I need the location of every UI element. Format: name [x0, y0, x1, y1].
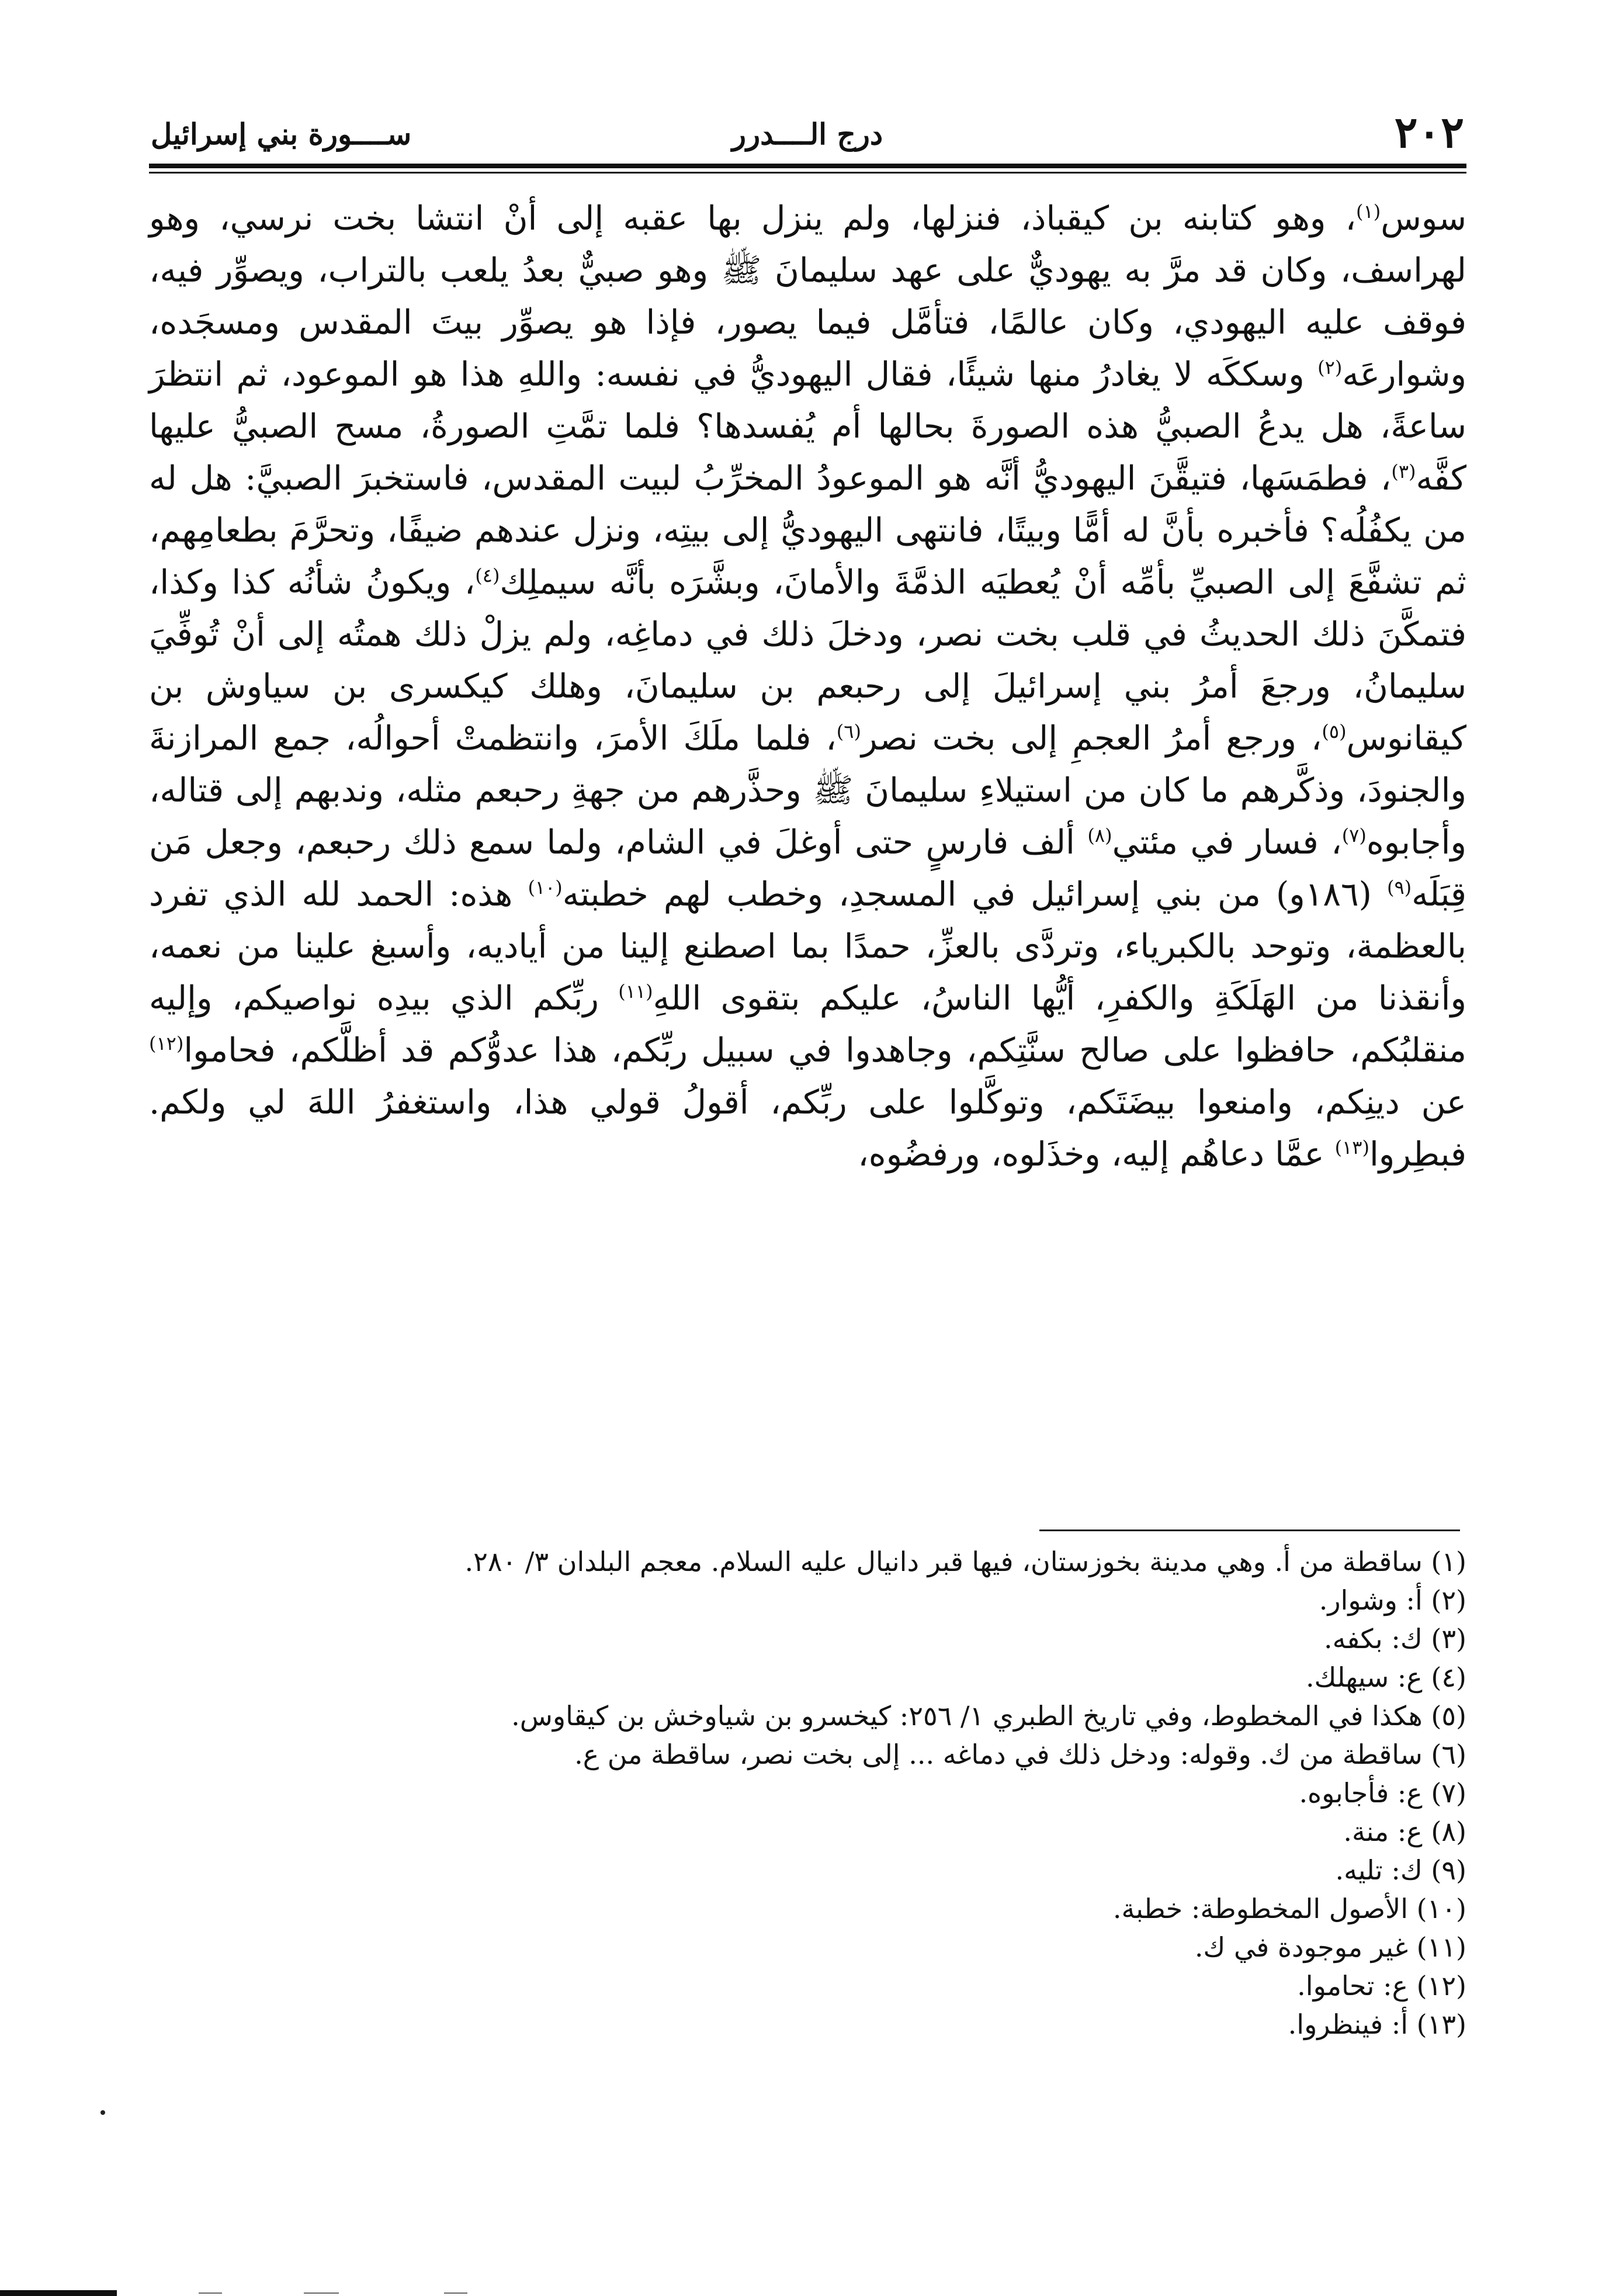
footnote-11: (١١) غير موجودة في ك. [1194, 1931, 1466, 1963]
text-run: عمَّا دعاهُم إليه، وخذَلوه، ورفضُوه، [858, 1135, 1335, 1174]
text-run: ، فلما ملَكَ الأمرَ، وانتظمتْ أحوالُه، جمع المرازنةَ والجنودَ، وذكَّرهم ما كان من استيلاءِ سليمانَ ﷺ وحذَّرهم من جهةِ رحبعم مثله، وندبهم إلى قتاله، وأجابوه [149, 719, 1466, 862]
text-run: وسككَه لا يغادرُ منها شيئًا، فقال اليهوديُّ في نفسه: واللهِ هذا هو الموعود، ثم انتظرَ ساعةً، هل يدعُ الصبيُّ هذه الصورةَ بحالها أم يُفسدها؟ فلما تمَّتِ الصورةُ، مسح الصبيُّ عليها كفَّه [149, 355, 1467, 498]
footnote-4: (٤) ع: سيهلك. [1305, 1662, 1466, 1693]
surah-title: ســــورة بني إسرائيل [151, 117, 412, 151]
header-rule-thin [149, 172, 1466, 174]
footnote-separator [1039, 1529, 1460, 1531]
footnote-ref: (١٢) [149, 1032, 184, 1055]
footnote-3: (٣) ك: بكفه. [1323, 1623, 1466, 1655]
text-run: ربِّكم الذي بيدِه نواصيكم، وإليه منقلبُكم، حافظوا على صالح سنَّتِكم، وجاهدوا في سبيل ربِّكم، هذا عدوُّكم قد أظلَّكم، فحاموا [149, 979, 1466, 1070]
footnote-ref: (١١) [618, 980, 653, 1003]
text-run: ، فطمَسَها، فتيقَّنَ اليهوديُّ أنَّه هو الموعودُ المخرِّبُ لبيت المقدس، فاستخبرَ الصبيَّ: هل له من يكفُلُه؟ فأخبره بأنَّ له أمًّا وبيتًا، فانتهى اليهوديُّ إلى بيتِه، ونزل عندهم ضيفًا، وتحرَّمَ بطعامِهم، ثم تشفَّعَ إلى الصبيِّ بأمِّه أنْ يُعطيَه الذمَّةَ والأمانَ، وبشَّرَه بأنَّه سيملِك [149, 459, 1466, 602]
footnote-ref: (١٠) [528, 876, 563, 899]
text-run: عن دينِكم، وامنعوا بيضَتَكم، وتوكَّلوا على ربِّكم، أقولُ قولي هذا، واستغفرُ اللهَ لي ولكم. فبطِروا [149, 1083, 1466, 1174]
header-rule-thick [149, 164, 1466, 168]
text-run: ، وهو كتابنه بن كيقباذ، فنزلها، ولم ينزل بها عقبه إلى أنْ انتشا بخت نرسي، وهو لهراسف، وكان قد مرَّ به يهوديٌّ على عهد سليمانَ ﷺ وهو صبيٌّ بعدُ يلعب بالتراب، ويصوِّر فيه، فوقف عليه اليهودي، وكان عالمًا، فتأمَّل فيما يصور، فإذا هو يصوِّر بيتَ المقدس ومسجَده، وشوارعَه [149, 199, 1466, 394]
footnote-ref: (٣) [1391, 460, 1416, 483]
footnote-7: (٧) ع: فأجابوه. [1299, 1777, 1466, 1809]
footnote-ref: (٢) [1317, 356, 1343, 379]
footnote-6: (٦) ساقطة من ك. وقوله: ودخل ذلك في دماغه ... إلى بخت نصر، ساقطة من ع. [574, 1739, 1466, 1770]
page-header [151, 106, 1464, 159]
text-run: ، ورجع أمرُ العجمِ إلى بخت نصر [861, 719, 1322, 758]
footnote-13: (١٣) أ: فينظروا. [1288, 2009, 1466, 2040]
main-paragraph [149, 193, 1466, 1181]
text-run: هذه: الحمد لله الذي تفرد بالعظمة، وتوحد بالكبرياء، وتردَّى بالعزِّ، حمدًا بما اصطنع إلينا من أياديه، وأسبغ علينا من نعمه، وأنقذنا من الهَلَكَةِ والكفرِ، أيُّها الناسُ، عليكم بتقوى اللهِ [149, 875, 1466, 1018]
text-run: (١٨٦و) من بني إسرائيل في المسجدِ، وخطب لهم خطبته [562, 875, 1387, 914]
scan-edge-mark [0, 2290, 117, 2296]
footnote-1: (١) ساقطة من أ. وهي مدينة بخوزستان، فيها قبر دانيال عليه السلام. معجم البلدان ٣/ ٢٨٠. [464, 1546, 1466, 1577]
text-run: ، ويكونُ شأنُه كذا وكذا، فتمكَّنَ ذلك الحديثُ في قلب بخت نصر، ودخلَ ذلك في دماغِه، ولم يزلْ ذلك همتُه إلى أنْ تُوفِّيَ سليمانُ، ورجعَ أمرُ بني إسرائيلَ إلى رحبعم بن سليمانَ، وهلك كيكسرى بن سياوش بن كيقانوس [149, 563, 1466, 758]
footnote-12: (١٢) ع: تحاموا. [1297, 1970, 1466, 2002]
footnote-2: (٢) أ: وشوار. [1319, 1584, 1466, 1616]
footnote-ref: (٩) [1386, 876, 1412, 899]
footnote-ref: (٦) [836, 720, 861, 743]
footnotes [175, 1542, 1466, 2044]
book-title: درج الــــدرر [731, 117, 883, 151]
footnote-8: (٨) ع: منة. [1343, 1816, 1466, 1847]
footnote-ref: (٨) [1087, 824, 1112, 847]
footnote-ref: (١٣) [1334, 1136, 1369, 1159]
footnote-ref: (٧) [1341, 824, 1367, 847]
scan-dash [444, 2292, 467, 2294]
text-run: ألف فارسٍ حتى أوغلَ في الشام، ولما سمع ذلك رحبعم، وجعل مَن قِبَلَه [149, 823, 1466, 914]
page-number: ٢٠٢ [1394, 107, 1464, 158]
main-text [149, 193, 1466, 1181]
text-run: سوس [1381, 199, 1466, 238]
footnote-ref: (٥) [1322, 720, 1347, 743]
footnote-5: (٥) هكذا في المخطوط، وفي تاريخ الطبري ١/ ٢٥٦: كيخسرو بن شياوخش بن كيقاوس. [511, 1700, 1466, 1732]
scan-dash [199, 2292, 222, 2294]
footnote-9: (٩) ك: تليه. [1335, 1854, 1466, 1886]
footnote-ref: (٤) [475, 564, 500, 587]
text-run: ، فسار في مئتي [1112, 823, 1342, 862]
footnote-10: (١٠) الأصول المخطوطة: خطبة. [1112, 1893, 1466, 1924]
footnote-ref: (١) [1356, 200, 1381, 223]
scan-dash [304, 2292, 339, 2294]
scan-speck [100, 2110, 105, 2115]
